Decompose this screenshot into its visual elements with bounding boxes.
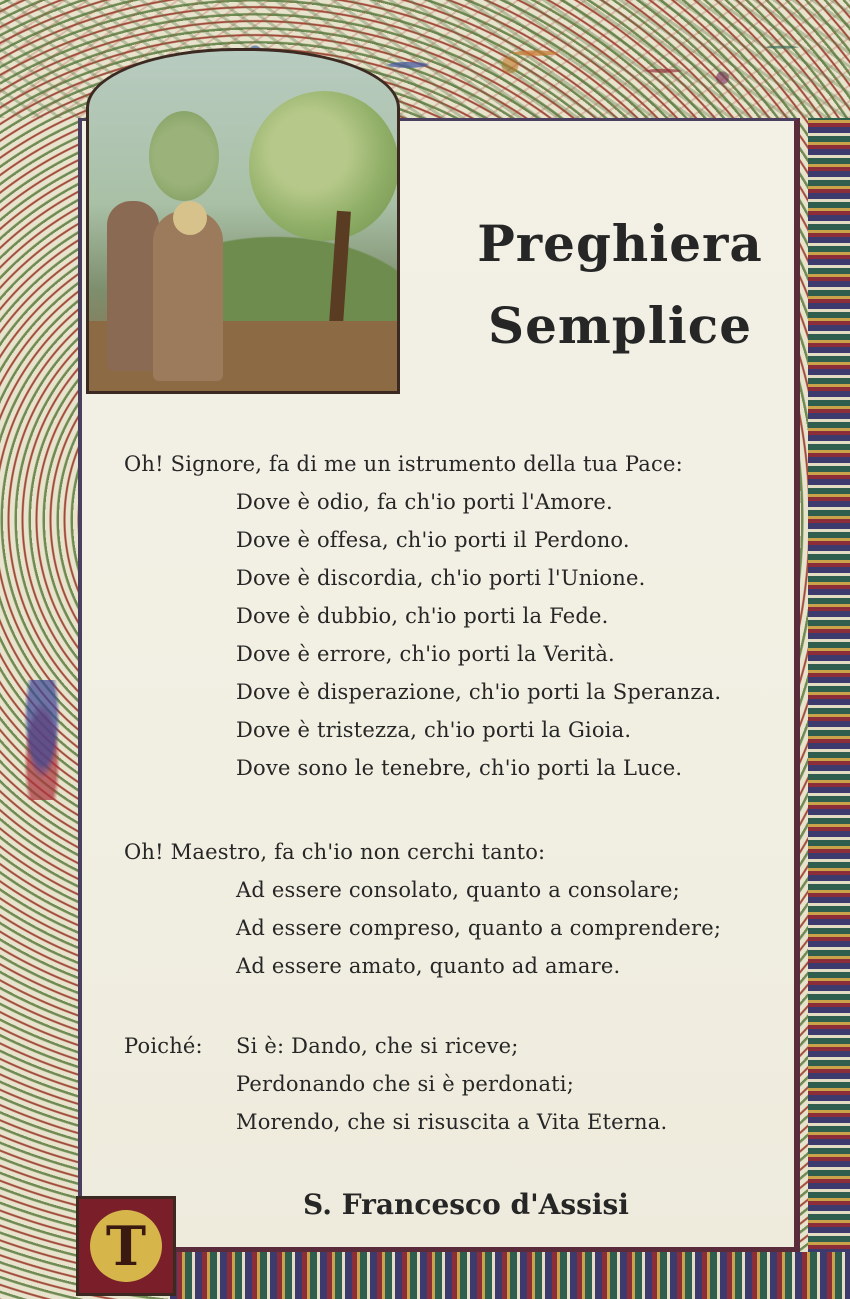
author-signature: S. Francesco d'Assisi	[303, 1188, 629, 1221]
title-line-2: Semplice	[487, 296, 753, 355]
stanza1-line: Dove sono le tenebre, ch'io porti la Luce.	[236, 756, 683, 780]
saint-francis-miniature-painting	[86, 48, 400, 394]
painting-friar-figure	[107, 201, 159, 371]
tau-letter-icon: T	[90, 1210, 162, 1282]
stanza1-line: Dove è odio, fa ch'io porti l'Amore.	[236, 490, 613, 514]
stanza1-line: Dove è dubbio, ch'io porti la Fede.	[236, 604, 609, 628]
stanza3-line: Si è: Dando, che si riceve;	[236, 1034, 519, 1058]
painting-saint-figure	[153, 211, 223, 381]
patterned-bottom-border	[170, 1252, 850, 1299]
stanza2-line: Ad essere amato, quanto ad amare.	[236, 954, 621, 978]
stanza2-line: Ad essere compreso, quanto a comprendere;	[236, 916, 722, 940]
painting-halo	[173, 201, 207, 235]
stanza3-label: Poiché:	[124, 1034, 203, 1058]
stanza1-line: Dove è discordia, ch'io porti l'Unione.	[236, 566, 646, 590]
stanza2-intro: Oh! Maestro, fa ch'io non cerchi tanto:	[124, 840, 546, 864]
stanza1-intro: Oh! Signore, fa di me un istrumento della tua Pace:	[124, 452, 683, 476]
title-line-1: Preghiera	[477, 214, 763, 273]
tau-cross-emblem	[76, 1196, 176, 1296]
stanza1-line: Dove è offesa, ch'io porti il Perdono.	[236, 528, 630, 552]
stanza3-line: Perdonando che si è perdonati;	[236, 1072, 575, 1096]
painting-tree-crown	[249, 91, 399, 241]
patterned-right-border	[808, 118, 850, 1299]
stanza1-line: Dove è disperazione, ch'io porti la Speranza.	[236, 680, 722, 704]
stanza1-line: Dove è tristezza, ch'io porti la Gioia.	[236, 718, 632, 742]
left-flourish-decoration	[18, 680, 66, 800]
stanza1-line: Dove è errore, ch'io porti la Verità.	[236, 642, 615, 666]
painting-small-tree	[149, 111, 219, 201]
stanza3-line: Morendo, che si risuscita a Vita Eterna.	[236, 1110, 668, 1134]
stanza2-line: Ad essere consolato, quanto a consolare;	[236, 878, 680, 902]
